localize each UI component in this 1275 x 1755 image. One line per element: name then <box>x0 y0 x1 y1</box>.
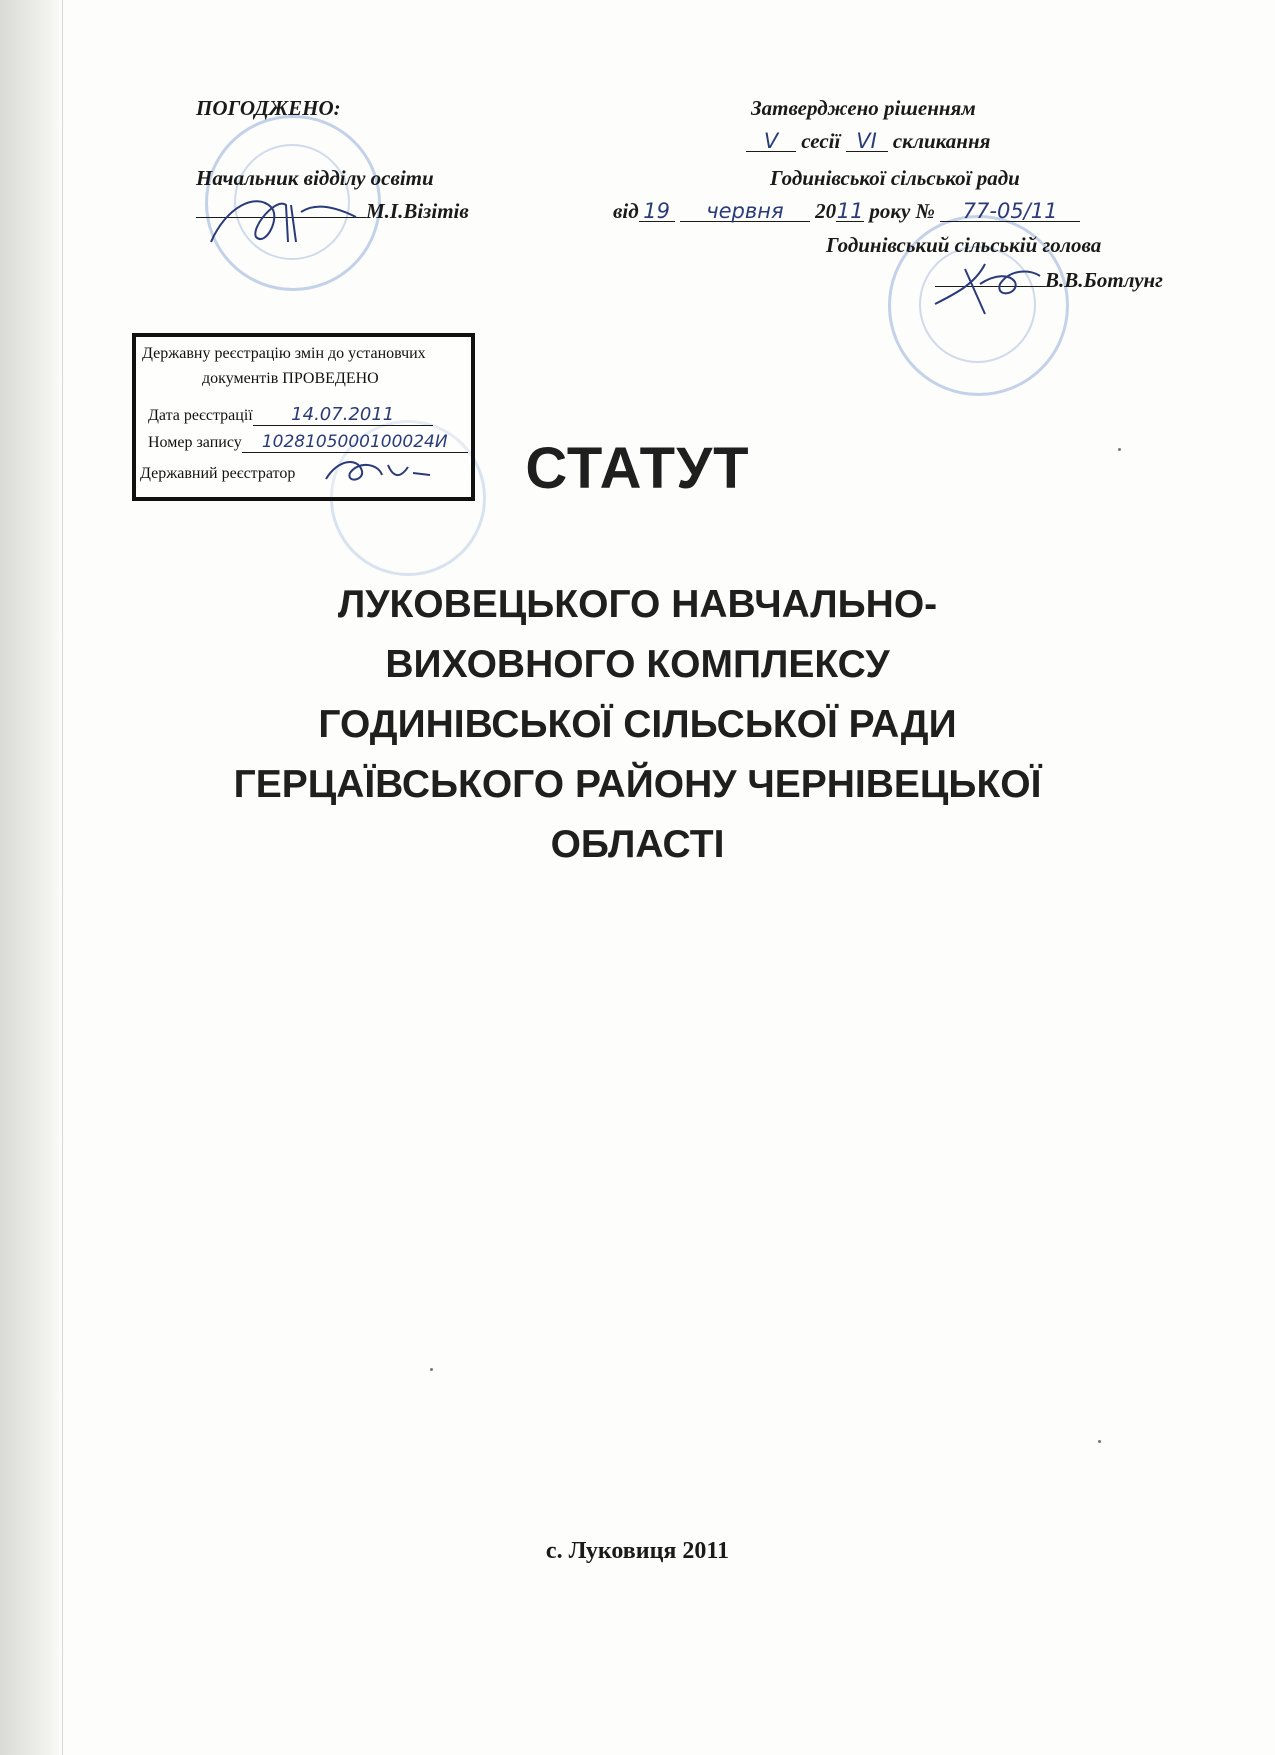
approval-left-name: М.І.Візітів <box>366 199 469 223</box>
session-line <box>746 129 990 154</box>
head-title: Годинівський сільській голова <box>826 233 1102 257</box>
stamp-date-row <box>148 405 433 426</box>
subtitle-line: ГЕРЦАЇВСЬКОГО РАЙОНУ ЧЕРНІВЕЦЬКОЇ <box>233 763 1042 806</box>
head-signature-line <box>935 268 1163 293</box>
left-signature-scribble <box>196 187 366 257</box>
stamp-line-2: документів ПРОВЕДЕНО <box>202 370 379 387</box>
convocation-label: скликання <box>892 129 991 153</box>
convocation-number: VI <box>846 131 888 152</box>
session-number: V <box>746 131 796 152</box>
paper-speck <box>1098 1440 1101 1443</box>
stamp-date-value: 14.07.2011 <box>253 405 433 426</box>
document-title: СТАТУТ <box>525 436 750 501</box>
approval-right-heading: Затверджено рішенням <box>751 96 976 120</box>
date-day: 19 <box>639 201 675 222</box>
paper-speck <box>1118 448 1121 451</box>
stamp-record-label: Номер запису <box>148 434 242 451</box>
document-subtitle <box>0 575 1275 875</box>
decision-date-line <box>613 199 1080 224</box>
place-and-year: с. Луковиця 2011 <box>545 1538 730 1564</box>
stamp-record-value: 1028105000100024И <box>242 432 468 453</box>
head-signature <box>935 286 1045 287</box>
left-signature <box>196 217 366 218</box>
binding-edge <box>0 0 62 1755</box>
stamp-line-1: Державну реєстрацію змін до установчих <box>142 345 426 362</box>
approval-left-heading: ПОГОДЖЕНО: <box>196 96 341 120</box>
subtitle-line: ЛУКОВЕЦЬКОГО НАВЧАЛЬНО- <box>337 583 938 626</box>
stamp-date-label: Дата реєстрації <box>148 407 253 424</box>
binding-edge-line <box>62 0 63 1755</box>
council-name: Годинівської сільської ради <box>770 166 1020 190</box>
year-suffix: 11 <box>836 199 864 223</box>
session-label: сесії <box>801 129 841 153</box>
year-prefix: 20 <box>815 199 837 223</box>
subtitle-line: ОБЛАСТІ <box>550 823 725 866</box>
head-name: В.В.Ботлунг <box>1045 268 1163 292</box>
subtitle-line: ВИХОВНОГО КОМПЛЕКСУ <box>385 643 890 686</box>
paper-speck <box>430 1368 433 1371</box>
date-month: червня <box>680 201 810 222</box>
stamp-registrar-label: Державний реєстратор <box>140 465 296 482</box>
year-label: року № <box>869 199 935 223</box>
decision-number: 77-05/11 <box>940 201 1080 222</box>
approval-left-position: Начальник відділу освіти <box>196 166 434 190</box>
head-signature-scribble <box>925 254 1055 324</box>
subtitle-line: ГОДИНІВСЬКОЇ СІЛЬСЬКОЇ РАДИ <box>318 703 957 746</box>
approval-left-signature-line <box>196 199 469 224</box>
date-prefix: від <box>613 199 639 223</box>
